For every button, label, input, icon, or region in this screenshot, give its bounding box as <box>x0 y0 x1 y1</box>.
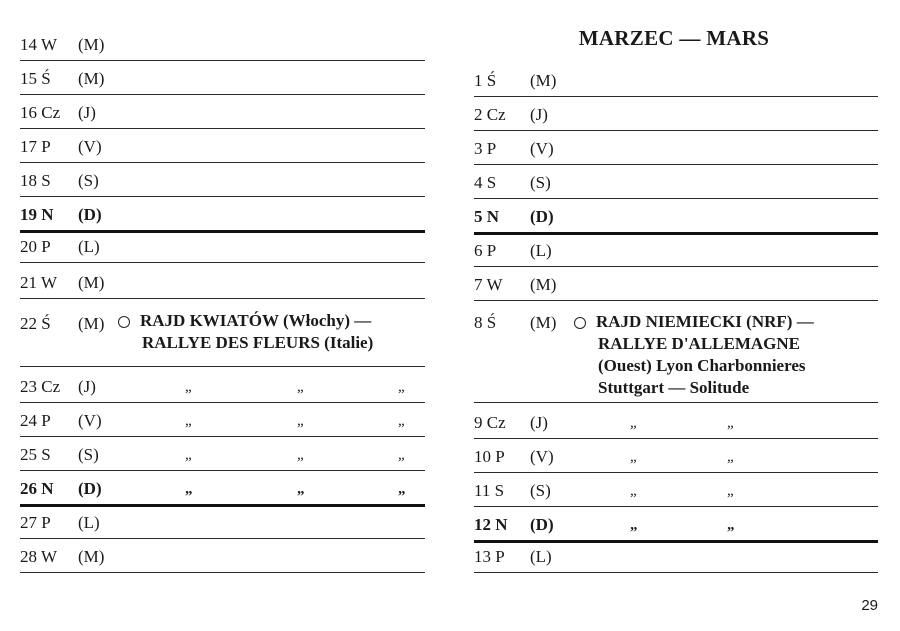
ditto-mark: „ <box>398 481 405 497</box>
ditto-mark: „ <box>297 413 303 429</box>
ditto-mark: „ <box>185 447 191 463</box>
day-code: (L) <box>78 513 100 532</box>
day-row <box>20 230 425 263</box>
event-line: RAJD NIEMIECKI (NRF) — <box>596 312 814 331</box>
ditto-mark: „ <box>398 413 404 429</box>
day-label: 23 Cz <box>20 377 61 396</box>
day-label: 28 W <box>20 547 57 566</box>
ditto-mark: „ <box>185 413 191 429</box>
day-label: 20 P <box>20 237 51 256</box>
day-row-sunday <box>474 506 878 543</box>
day-row <box>20 60 425 95</box>
day-code: (M) <box>78 35 105 54</box>
event-line: RALLYE DES FLEURS (Italie) <box>142 333 374 352</box>
day-label: 10 P <box>474 447 505 466</box>
ditto-mark: „ <box>185 379 191 395</box>
day-label: 8 Ś <box>474 313 497 332</box>
day-row <box>20 538 425 573</box>
event-line: RALLYE D'ALLEMAGNE <box>598 334 800 353</box>
ditto-mark: „ <box>398 379 404 395</box>
day-row-sunday <box>20 196 425 233</box>
day-label: 25 S <box>20 445 51 464</box>
day-code: (J) <box>530 413 548 432</box>
ditto-mark: „ <box>630 517 637 533</box>
day-row-sunday <box>474 198 878 235</box>
event-text <box>574 311 814 399</box>
day-label: 4 S <box>474 173 497 192</box>
day-label: 2 Cz <box>474 105 506 124</box>
day-label: 14 W <box>20 35 57 54</box>
day-row <box>20 262 425 299</box>
day-label: 9 Cz <box>474 413 506 432</box>
day-label: 18 S <box>20 171 51 190</box>
day-label: 22 Ś <box>20 314 51 333</box>
day-code: (S) <box>78 445 99 464</box>
ditto-mark: „ <box>727 415 733 431</box>
day-row <box>20 94 425 129</box>
day-row <box>474 232 878 267</box>
day-label: 6 P <box>474 241 497 260</box>
ditto-mark: „ <box>297 481 304 497</box>
day-code: (M) <box>530 275 557 294</box>
day-row <box>20 504 425 539</box>
right-column <box>474 0 878 631</box>
day-code: (S) <box>78 171 99 190</box>
day-code: (M) <box>78 273 105 292</box>
ditto-mark: „ <box>630 415 636 431</box>
day-code: (L) <box>78 237 100 256</box>
event-text <box>118 310 373 354</box>
day-row <box>474 130 878 165</box>
day-code: (J) <box>78 377 96 396</box>
day-row <box>20 20 425 61</box>
day-row <box>474 96 878 131</box>
day-code: (M) <box>78 69 105 88</box>
event-circle-icon <box>574 317 586 329</box>
ditto-mark: „ <box>727 449 733 465</box>
day-label: 11 S <box>474 481 505 500</box>
day-code: (V) <box>530 139 554 158</box>
day-label: 15 Ś <box>20 69 51 88</box>
day-label: 27 P <box>20 513 51 532</box>
day-label: 26 N <box>20 479 54 498</box>
ditto-mark: „ <box>297 379 303 395</box>
page-number: 29 <box>861 597 878 614</box>
day-row <box>20 366 425 403</box>
ditto-mark: „ <box>297 447 303 463</box>
day-label: 17 P <box>20 137 51 156</box>
day-label: 3 P <box>474 139 497 158</box>
day-row <box>474 472 878 507</box>
ditto-mark: „ <box>727 483 733 499</box>
day-label: 1 Ś <box>474 71 497 90</box>
day-label: 12 N <box>474 515 508 534</box>
day-row <box>474 62 878 97</box>
event-circle-icon <box>118 316 130 328</box>
day-row <box>474 402 878 439</box>
day-code: (L) <box>530 241 552 260</box>
event-line: RAJD KWIATÓW (Włochy) — <box>140 311 372 330</box>
ditto-mark: „ <box>185 481 192 497</box>
month-title: MARZEC — MARS <box>578 26 770 50</box>
day-row <box>20 128 425 163</box>
day-row-event <box>474 300 878 403</box>
day-code: (D) <box>530 515 554 534</box>
ditto-mark: „ <box>630 483 636 499</box>
day-row <box>20 436 425 471</box>
day-code: (M) <box>530 313 557 332</box>
day-row <box>474 438 878 473</box>
day-row <box>20 402 425 437</box>
day-row <box>474 164 878 199</box>
day-label: 7 W <box>474 275 503 294</box>
day-code: (D) <box>78 479 102 498</box>
day-code: (V) <box>78 137 102 156</box>
day-row <box>474 540 878 573</box>
ditto-mark: „ <box>398 447 404 463</box>
day-code: (V) <box>78 411 102 430</box>
day-label: 19 N <box>20 205 54 224</box>
day-code: (J) <box>78 103 96 122</box>
day-label: 5 N <box>474 207 500 226</box>
day-row-event <box>20 298 425 367</box>
day-code: (M) <box>530 71 557 90</box>
day-code: (M) <box>78 314 105 333</box>
day-code: (D) <box>78 205 102 224</box>
day-row-sunday <box>20 470 425 507</box>
day-code: (L) <box>530 547 552 566</box>
day-row <box>20 162 425 197</box>
day-code: (S) <box>530 173 551 192</box>
day-label: 21 W <box>20 273 57 292</box>
day-code: (D) <box>530 207 554 226</box>
day-row <box>474 266 878 301</box>
day-code: (S) <box>530 481 551 500</box>
left-column <box>20 0 425 631</box>
day-code: (M) <box>78 547 105 566</box>
day-code: (J) <box>530 105 548 124</box>
event-line: Stuttgart — Solitude <box>598 378 750 397</box>
ditto-mark: „ <box>630 449 636 465</box>
event-line: (Ouest) Lyon Charbonnieres <box>598 356 806 375</box>
day-code: (V) <box>530 447 554 466</box>
day-label: 13 P <box>474 547 505 566</box>
day-label: 16 Cz <box>20 103 61 122</box>
ditto-mark: „ <box>727 517 734 533</box>
day-label: 24 P <box>20 411 51 430</box>
